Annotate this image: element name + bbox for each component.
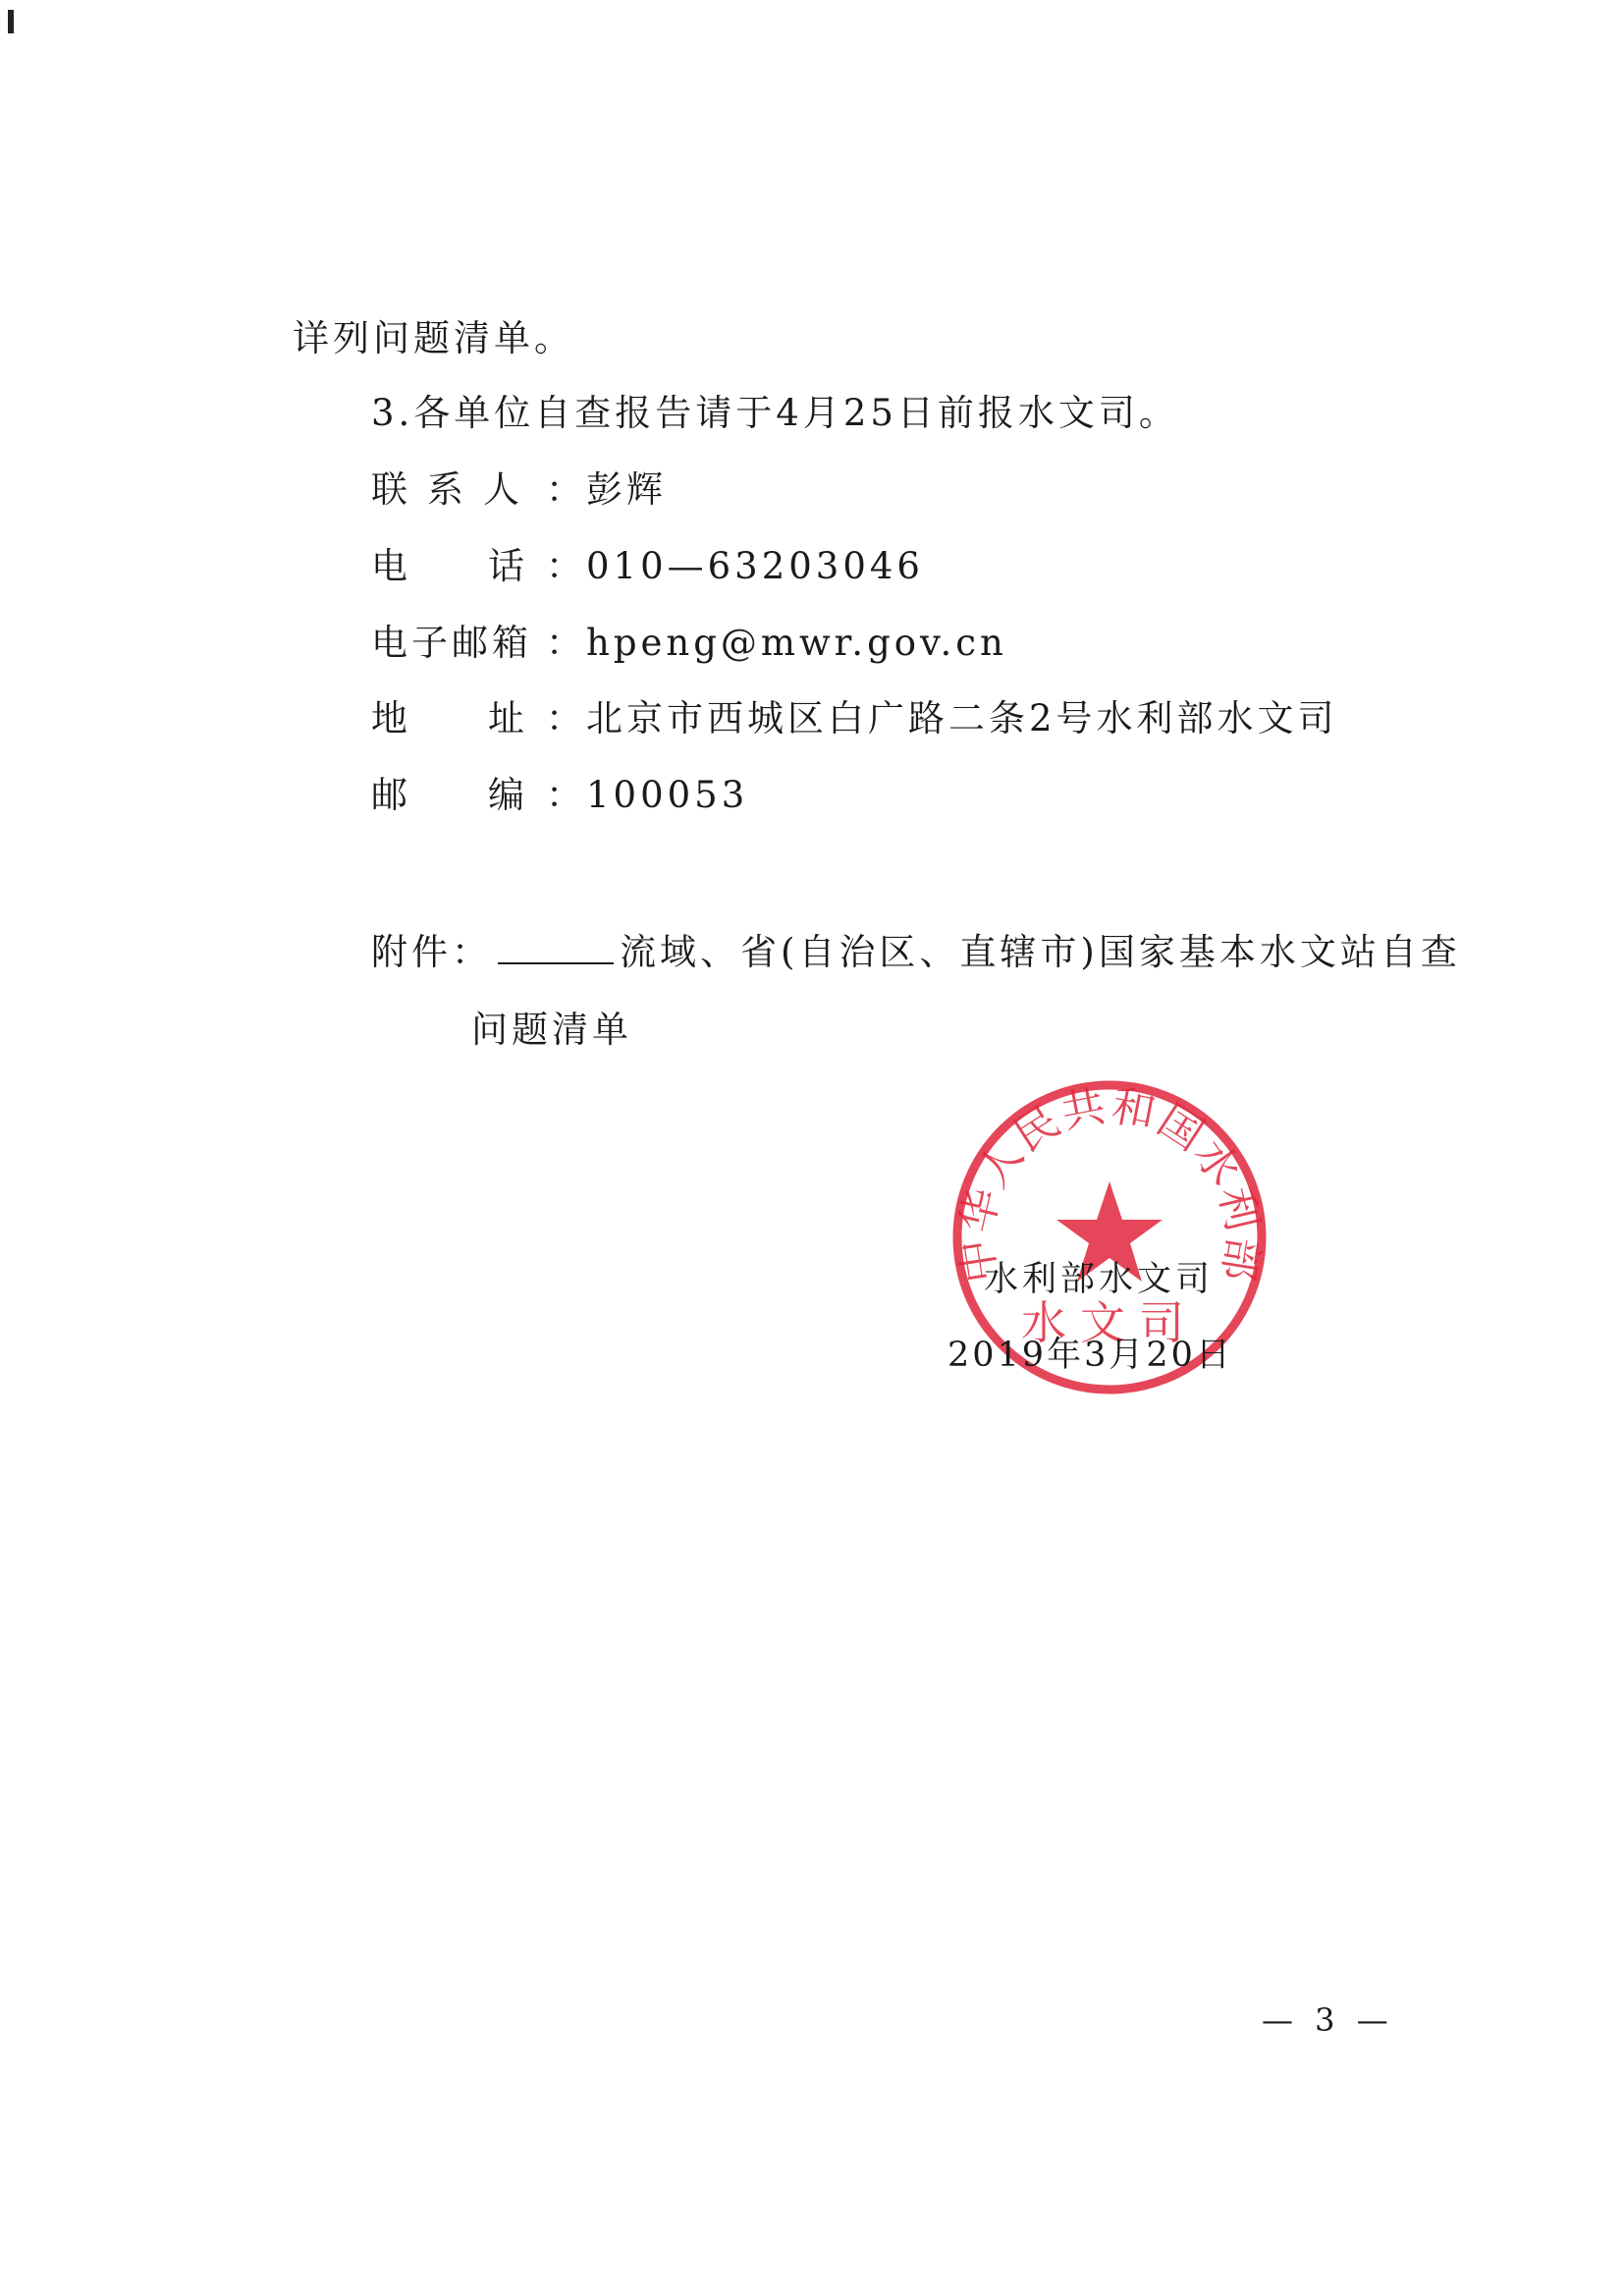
- contact-address-line: [371, 697, 1338, 739]
- scan-edge-mark: [8, 10, 14, 33]
- contact-person-label: 联系人: [371, 468, 539, 511]
- attachment-label: 附件：: [371, 931, 492, 973]
- signature-organization: 水利部水文司: [984, 1260, 1215, 1299]
- contact-phone-line: [371, 545, 924, 587]
- contact-postcode-value: ：100053: [546, 774, 749, 816]
- attachment-line-cont: 问题清单: [471, 1009, 632, 1051]
- contact-person-value: ：彭辉: [546, 468, 667, 511]
- contact-phone-value: ：010—63203046: [546, 545, 924, 587]
- body-line-2: 3.各单位自查报告请于4月25日前报水文司。: [371, 392, 1179, 434]
- contact-postcode-label: 邮编: [371, 774, 605, 816]
- signature-date: 2019年3月20日: [947, 1336, 1233, 1375]
- contact-email-label: 电子邮箱: [371, 622, 532, 664]
- contact-person-line: [371, 468, 667, 511]
- contact-email-line: [371, 622, 1007, 664]
- contact-phone-label: 电话: [371, 545, 605, 587]
- attachment-blank: [498, 933, 614, 964]
- seal-center-text: 水文司: [1021, 1296, 1198, 1349]
- contact-address-label: 地址: [371, 697, 605, 739]
- contact-postcode-line: [371, 774, 749, 816]
- body-line-1: 详列问题清单。: [293, 317, 574, 359]
- contact-email-value: ：hpeng@mwr.gov.cn: [546, 622, 1007, 664]
- seal-ring-text: 中华人民共和国水利部: [950, 1080, 1269, 1286]
- contact-address-value: ：北京市西城区白广路二条2号水利部水文司: [546, 697, 1338, 739]
- attachment-line: [371, 931, 1461, 973]
- attachment-text: 流域、省(自治区、直辖市)国家基本水文站自查: [620, 931, 1461, 973]
- page-number: — 3 —: [1262, 2001, 1394, 2039]
